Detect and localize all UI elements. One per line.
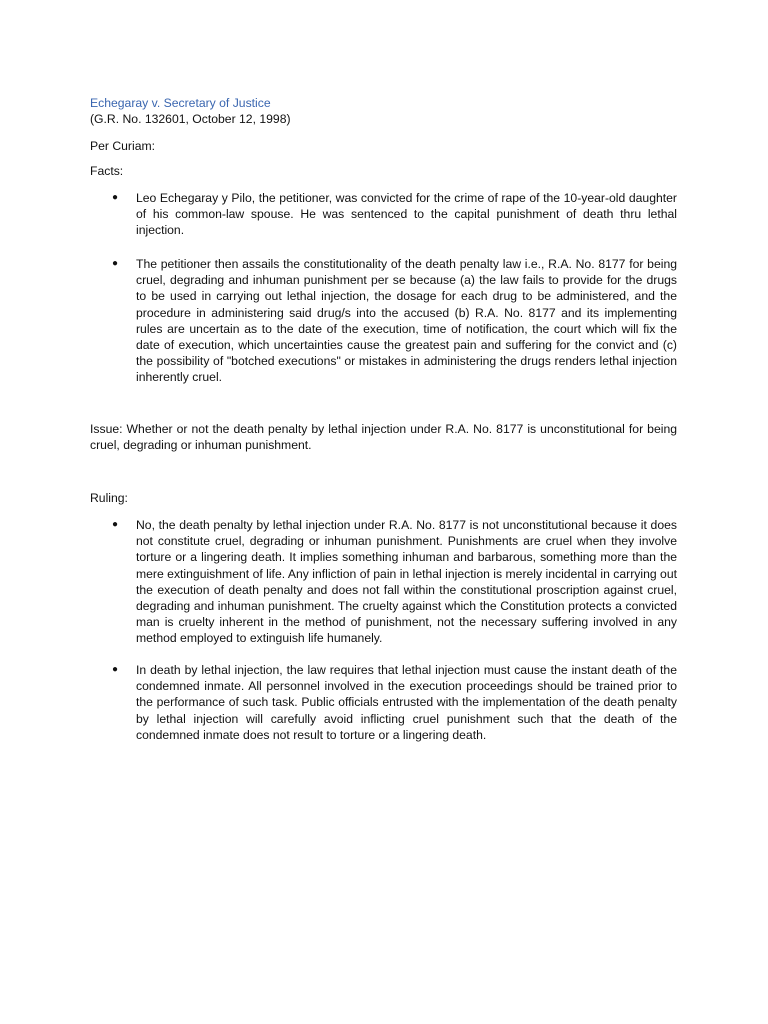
facts-item-text: The petitioner then assails the constitutionality of the death penalty law i.e., R.A. No. 8177 for being cruel, degrading and inhuman punishment per se because (a) the law fails to provide for the drugs to be used in carrying out lethal injection, the dosage for each drug to be administered, and the procedure in administering said drug/s into the accused (b) R.A. No. 8177 and its implementing rules are uncertain as to the date of the execution, time of notification, the court which will fix the date of execution, which uncertainties cause the greatest pain and suffering for the convict and (c) the possibility of "botched executions" or mistakes in administering the drugs renders lethal injection inherently cruel. xyxy=(136,257,677,385)
ruling-item-text: In death by lethal injection, the law requires that lethal injection must cause the instant death of the condemned inmate. All personnel involved in the execution proceedings should be trained prior to the performance of such task. Public officials entrusted with the implementation of the death penalty by lethal injection will carefully avoid inflicting cruel punishment such that the death of the condemned inmate does not result to torture or a lingering death. xyxy=(136,663,677,742)
facts-item-text: Leo Echegaray y Pilo, the petitioner, was convicted for the crime of rape of the 10-year-old daughter of his common-law spouse. He was sentenced to the capital punishment of death thru lethal injection. xyxy=(136,191,677,238)
case-title-link[interactable]: Echegaray v. Secretary of Justice xyxy=(90,96,271,110)
bullet-icon: ● xyxy=(112,192,119,203)
ruling-heading: Ruling: xyxy=(90,491,128,505)
case-citation: (G.R. No. 132601, October 12, 1998) xyxy=(90,112,291,126)
bullet-icon: ● xyxy=(112,519,119,530)
ruling-item-text: No, the death penalty by lethal injection under R.A. No. 8177 is not unconstitutional because it does not constitute cruel, degrading or inhuman punishment. Punishments are cruel when they involve torture or a lingering death. It implies something inhuman and barbarous, something more than the mere extinguishment of life. Any infliction of pain in lethal injection is merely incidental in carrying out the execution of death penalty and does not fall within the constitutional proscription against cruel, degrading and inhuman punishment. The cruelty against which the Constitution protects a convicted man is cruelty inherent in the method of punishment, not the necessary suffering involved in any method employed to extinguish life humanely. xyxy=(136,518,677,646)
issue-paragraph: Issue: Whether or not the death penalty by lethal injection under R.A. No. 8177 is unconstitutional for being cruel, degrading or inhuman punishment. xyxy=(90,422,677,453)
per-curiam-label: Per Curiam: xyxy=(90,139,156,153)
bullet-icon: ● xyxy=(112,258,119,269)
bullet-icon: ● xyxy=(112,664,119,675)
facts-heading: Facts: xyxy=(90,164,124,178)
